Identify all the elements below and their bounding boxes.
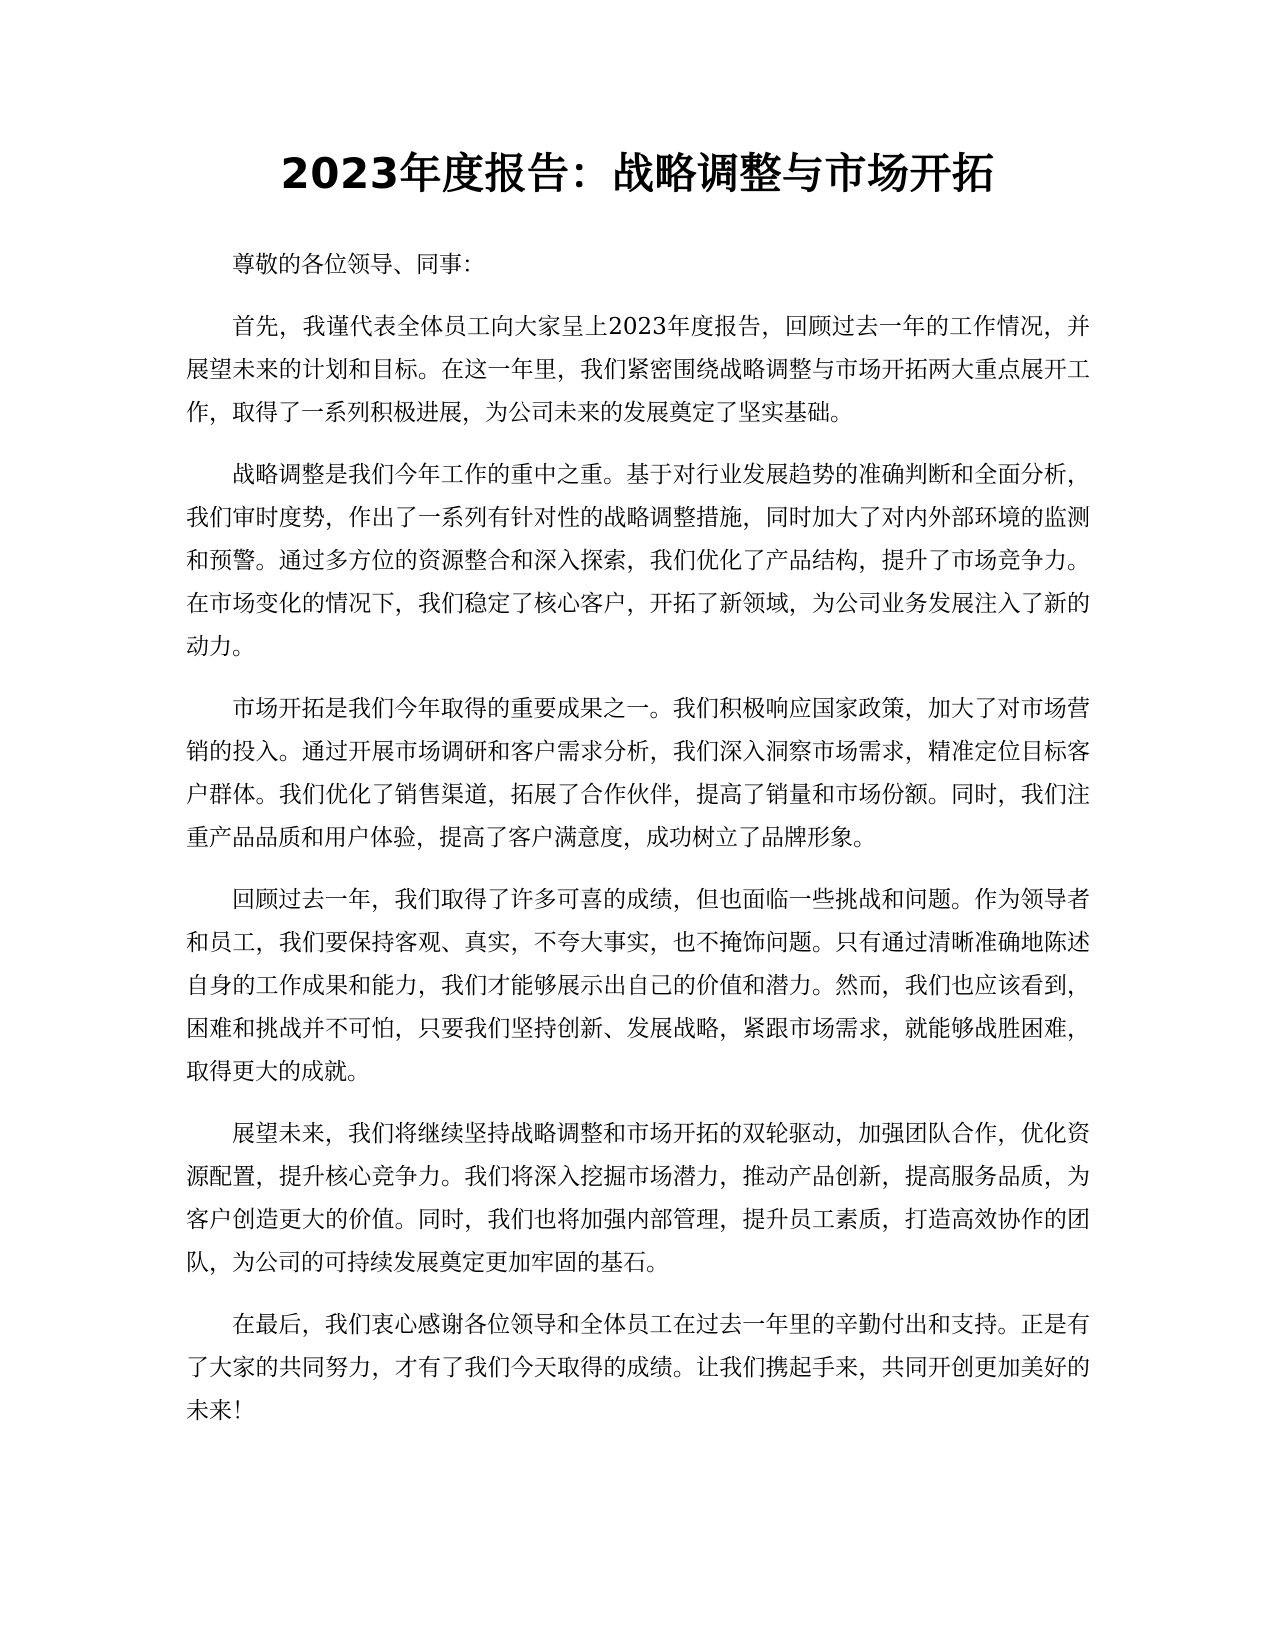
paragraph-strategy: 战略调整是我们今年工作的重中之重。基于对行业发展趋势的准确判断和全面分析，我们审时度势，作出了一系列有针对性的战略调整措施，同时加大了对内外部环境的监测和预警。通过多方位的资源整合和深入探索，我们优化了产品结构，提升了市场竞争力。在市场变化的情况下，我们稳定了核心客户，开拓了新领域，为公司业务发展注入了新的动力。 (186, 462, 1090, 660)
paragraph-outlook: 展望未来，我们将继续坚持战略调整和市场开拓的双轮驱动，加强团队合作，优化资源配置，提升核心竞争力。我们将深入挖掘市场潜力，推动产品创新，提高服务品质，为客户创造更大的价值。同时，我们也将加强内部管理，提升员工素质，打造高效协作的团队，为公司的可持续发展奠定更加牢固的基石。 (186, 1121, 1090, 1276)
paragraph-intro: 首先，我谨代表全体员工向大家呈上2023年度报告，回顾过去一年的工作情况，并展望未来的计划和目标。在这一年里，我们紧密围绕战略调整与市场开拓两大重点展开工作，取得了一系列积极进展，为公司未来的发展奠定了坚实基础。 (186, 314, 1090, 426)
paragraph-closing: 在最后，我们衷心感谢各位领导和全体员工在过去一年里的辛勤付出和支持。正是有了大家的共同努力，才有了我们今天取得的成绩。让我们携起手来，共同开创更加美好的未来！ (186, 1312, 1090, 1424)
salutation: 尊敬的各位领导、同事： (232, 252, 485, 278)
paragraph-review: 回顾过去一年，我们取得了许多可喜的成绩，但也面临一些挑战和问题。作为领导者和员工，我们要保持客观、真实，不夸大事实，也不掩饰问题。只有通过清晰准确地陈述自身的工作成果和能力，我们才能够展示出自己的价值和潜力。然而，我们也应该看到，困难和挑战并不可怕，只要我们坚持创新、发展战略，紧跟市场需求，就能够战胜困难，取得更大的成就。 (186, 887, 1090, 1085)
paragraph-market: 市场开拓是我们今年取得的重要成果之一。我们积极响应国家政策，加大了对市场营销的投入。通过开展市场调研和客户需求分析，我们深入洞察市场需求，精准定位目标客户群体。我们优化了销售渠道，拓展了合作伙伴，提高了销量和市场份额。同时，我们注重产品品质和用户体验，提高了客户满意度，成功树立了品牌形象。 (186, 696, 1090, 851)
document-title: 2023年度报告：战略调整与市场开拓 (280, 149, 995, 198)
document-body (186, 244, 1090, 1452)
